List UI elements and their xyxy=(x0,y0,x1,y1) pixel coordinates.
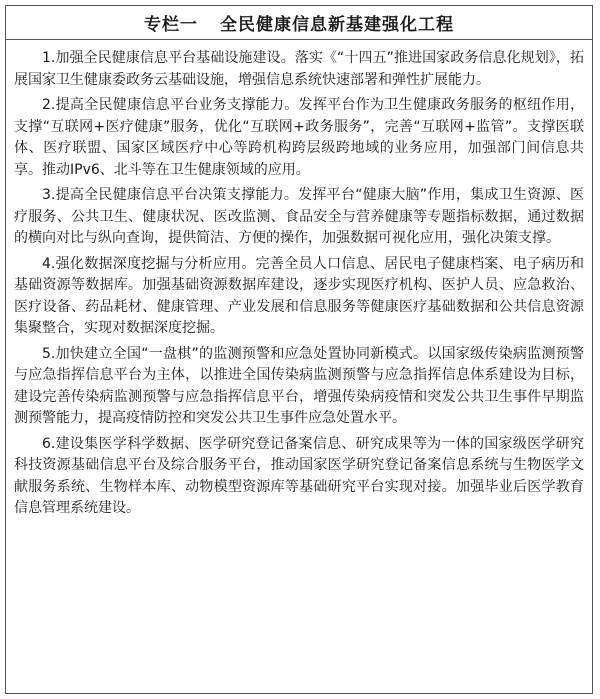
box-title: 全民健康信息新基建强化工程 xyxy=(220,15,454,35)
paragraph-4: 4.强化数据深度挖掘与分析应用。完善全员人口信息、居民电子健康档案、电子病历和基础资源等数据库。加强基础资源数据库建设，逐步实现医疗机构、医护人员、应急救治、医疗设备、药品耗材、健康管理、产业发展和信息服务等健康医疗基础数据和公共信息资源集聚整合，实现对数据深度挖掘。 xyxy=(14,255,584,336)
column-label: 专栏一 xyxy=(144,15,198,35)
feature-box xyxy=(5,5,593,694)
paragraph-3: 3.提高全民健康信息平台决策支撑能力。发挥平台“健康大脑”作用，集成卫生资源、医疗服务、公共卫生、健康状况、医改监测、食品安全与营养健康等专题指标数据，通过数据的横向对比与纵向查询，提供简洁、方便的操作，加强数据可视化应用，强化决策支撑。 xyxy=(14,187,584,246)
paragraph-6: 6.建设集医学科学数据、医学研究登记备案信息、研究成果等为一体的国家级医学研究科技资源基础信息平台及综合服务平台，推动国家医学研究登记备案信息系统与生物医学文献服务系统、生物样本库、动物模型资源库等基础研究平台实现对接。加强毕业后医学教育信息管理系统建设。 xyxy=(14,435,584,516)
paragraph-1: 1.加强全民健康信息平台基础设施建设。落实《“十四五”推进国家政务信息化规划》，拓展国家卫生健康委政务云基础设施，增强信息系统快速部署和弹性扩展能力。 xyxy=(14,50,584,88)
box-header xyxy=(6,6,592,40)
paragraph-5: 5.加快建立全国“一盘棋”的监测预警和应急处置协同新模式。以国家级传染病监测预警与应急指挥信息平台为主体，以推进全国传染病监测预警与应急指挥信息体系建设为目标，建设完善传染病监测预警与应急指挥信息平台，增强传染病疫情和突发公共卫生事件早期监测预警能力，提高疫情防控和突发公共卫生事件应急处置水平。 xyxy=(14,345,584,426)
box-content xyxy=(6,40,592,520)
paragraph-2: 2.提高全民健康信息平台业务支撑能力。发挥平台作为卫生健康政务服务的枢纽作用，支撑“互联网+医疗健康”服务，优化“互联网+政务服务”，完善“互联网+监管”。支撑医联体、医疗联盟、国家区域医疗中心等跨机构跨层级跨地域的业务应用，加强部门间信息共享。推动IPv6、北斗等在卫生健康领域的应用。 xyxy=(14,97,584,178)
